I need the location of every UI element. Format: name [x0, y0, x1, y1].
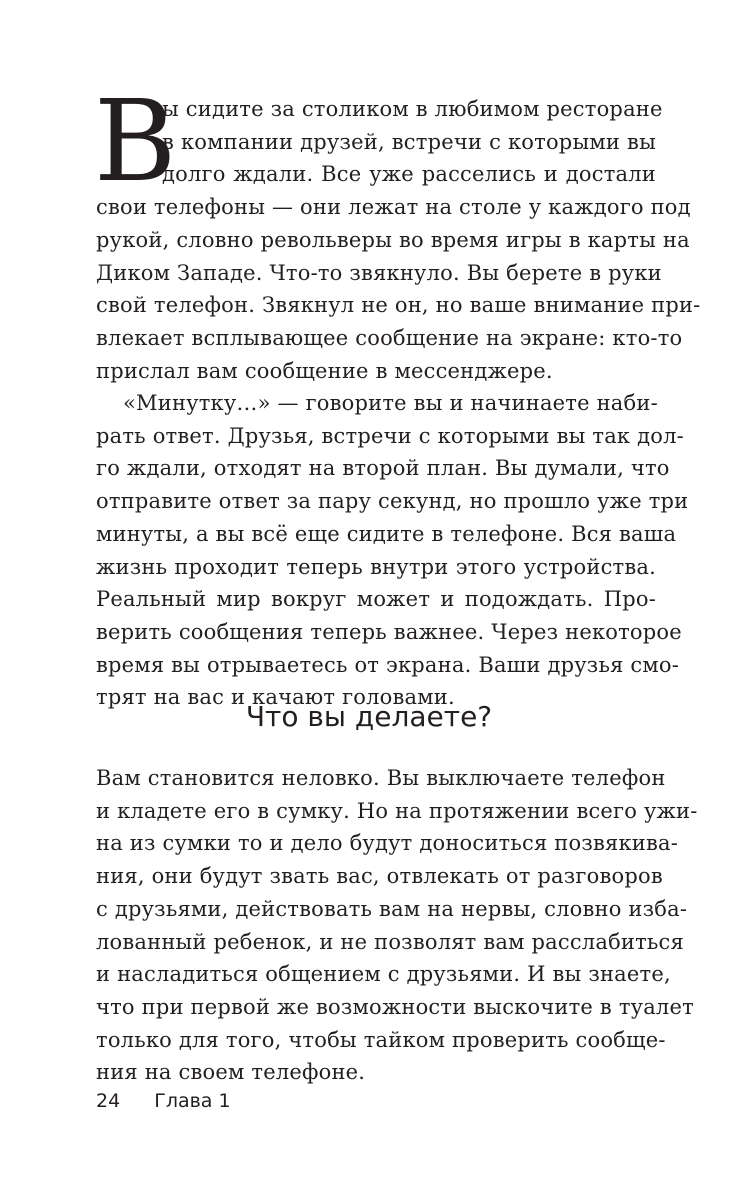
text-line: прислал вам сообщение в мессенджере. [96, 358, 553, 383]
text-line: свой телефон. Звякнул не он, но ваше внимание при- [96, 293, 701, 318]
text-line: время вы отрываетесь от экрана. Ваши друзья смо- [96, 652, 680, 677]
text-line: свои телефоны — они лежат на столе у каждого под [96, 195, 691, 220]
text-line: трят на вас и качают головами. [96, 685, 455, 710]
text-line: что при первой же возможности выскочите в туалет [96, 994, 694, 1019]
text-line: рукой, словно револьверы во время игры в карты на [96, 227, 690, 252]
text-line: ния, они будут звать вас, отвлекать от разговоров [96, 864, 663, 889]
text-line: жизнь проходит теперь внутри этого устройства. [96, 554, 656, 579]
text-line: минуты, а вы всё еще сидите в телефоне. Вся ваша [96, 521, 677, 546]
paragraph-3 [96, 762, 698, 1089]
text-line: лованный ребенок, и не позволят вам расслабиться [96, 929, 684, 954]
text-line: отправите ответ за пару секунд, но прошло уже три [96, 489, 689, 514]
paragraph-2 [96, 387, 689, 714]
text-line: го ждали, отходят на второй план. Вы думали, что [96, 456, 670, 481]
text-line: только для того, чтобы тайком проверить сообще- [96, 1027, 666, 1052]
text-line: рать ответ. Друзья, встречи с которыми вы так дол- [96, 423, 684, 448]
text-line: верить сообщения теперь важнее. Через некоторое [96, 619, 682, 644]
text-line: влекает всплывающее сообщение на экране: кто-то [96, 325, 683, 350]
text-line: Реальный мир вокруг может и подождать. Про- [96, 587, 656, 612]
text-line: «Минутку…» — говорите вы и начинаете наби- [123, 391, 658, 415]
paragraph-1 [94, 77, 701, 387]
drop-cap: В [94, 77, 177, 207]
text-line: Диком Западе. Что-то звякнуло. Вы берете в руки [96, 260, 662, 285]
text-line: на из сумки то и дело будут доноситься позвякива- [96, 831, 678, 856]
chapter-label: Глава 1 [154, 1090, 231, 1112]
text-line: ы сидите за столиком в любимом ресторане [162, 97, 663, 121]
text-line: Вам становится неловко. Вы выключаете телефон [96, 766, 666, 790]
page-footer [96, 1090, 231, 1112]
section-heading: Что вы делаете? [245, 700, 493, 733]
text-line: и кладете его в сумку. Но на протяжении всего ужи- [96, 798, 698, 823]
text-line: долго ждали. Все уже расселись и достали [162, 162, 656, 187]
page-number: 24 [96, 1090, 121, 1112]
text-line: с друзьями, действовать вам на нервы, словно изба- [96, 896, 688, 921]
text-line: ния на своем телефоне. [96, 1060, 366, 1085]
text-line: в компании друзей, встречи с которыми вы [162, 129, 656, 154]
text-line: и насладиться общением с друзьями. И вы знаете, [96, 962, 671, 987]
